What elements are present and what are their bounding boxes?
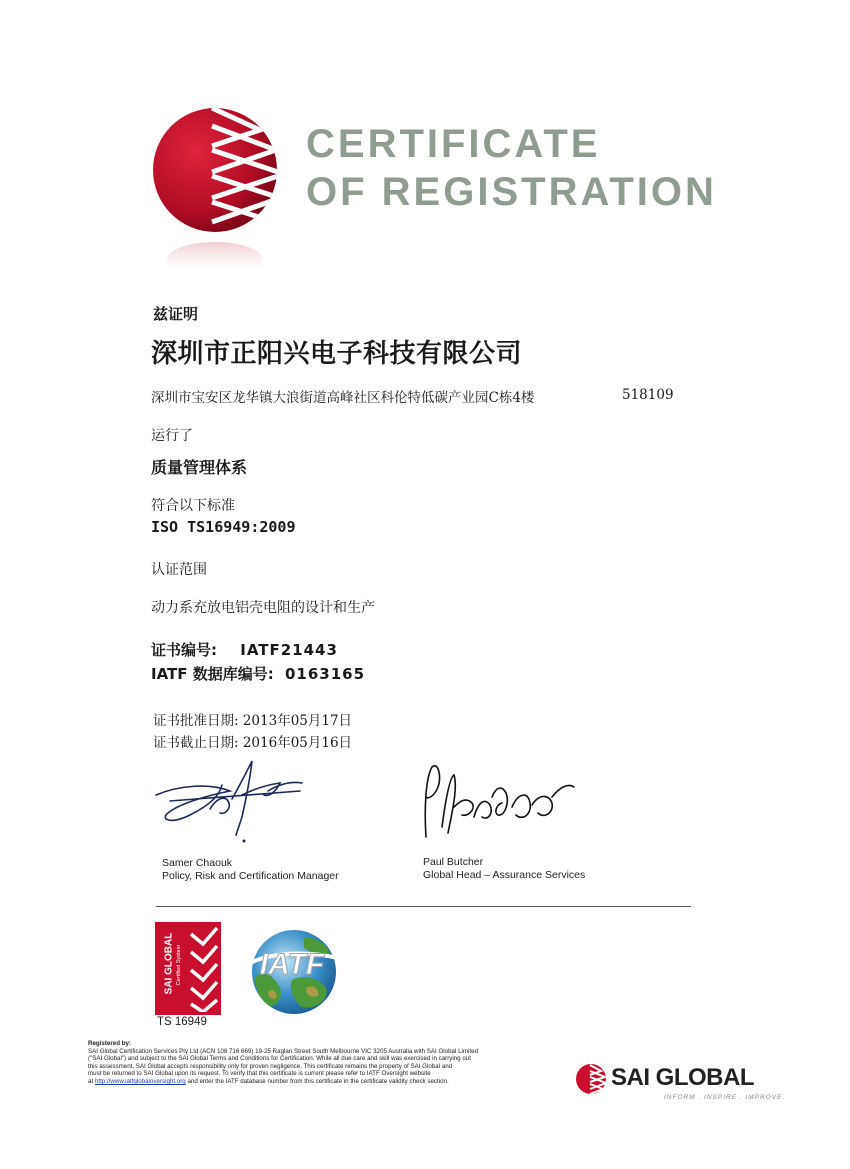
iatf-oversight-link[interactable]: http://www.iatfglobaloversight.org bbox=[94, 1077, 186, 1085]
footer-line-4: must be returned to SAI Global upon its request. To verify that this certificate is current please refer to IATF Oversight website bbox=[88, 1070, 431, 1078]
postcode: 518109 bbox=[622, 387, 674, 403]
expiry-date: 证书截止日期: 2016年05月16日 bbox=[153, 735, 353, 751]
certificate-number-label: 证书编号: bbox=[151, 641, 217, 659]
footer-line-2: ("SAI Global") and subject to the SAI Global Terms and Conditions for Certification. While all due care and skill was exercised in carrying out bbox=[88, 1055, 471, 1063]
footer-line-5-prefix: at bbox=[88, 1077, 94, 1085]
issue-date: 证书批准日期: 2013年05月17日 bbox=[153, 713, 353, 729]
ts-16949-label: TS 16949 bbox=[157, 1016, 207, 1028]
operates-label: 运行了 bbox=[151, 428, 193, 444]
certificate-title-line1: CERTIFICATE bbox=[306, 122, 601, 166]
sai-badge-checkmarks-icon bbox=[189, 926, 219, 1012]
management-system: 质量管理体系 bbox=[151, 458, 248, 477]
footer-legal bbox=[88, 1040, 478, 1086]
footer-line-5-suffix: and enter the IATF database number from this certificate in the certificate validity check section. bbox=[187, 1077, 449, 1085]
footer-line-5 bbox=[88, 1078, 478, 1086]
sai-global-tagline: INFORM . INSPIRE . IMPROVE. bbox=[664, 1094, 786, 1101]
footer-line-1: SAI Global Certification Services Pty Ltd (ACN 108 716 669) 19-25 Raglan Street South Melbourne VIC 3205 Australia with SAI Global Limited bbox=[88, 1047, 479, 1055]
sai-badge-subtext: Certified System bbox=[176, 944, 182, 986]
company-name: 深圳市正阳兴电子科技有限公司 bbox=[151, 339, 523, 369]
signatory-1 bbox=[162, 857, 339, 883]
signatory-2-name: Paul Butcher bbox=[423, 856, 484, 868]
signature-paul-butcher bbox=[418, 757, 578, 847]
conforms-label: 符合以下标准 bbox=[151, 498, 235, 514]
iatf-database-number: 0163165 bbox=[284, 665, 366, 683]
signature-samer-chaouk bbox=[150, 755, 310, 845]
iatf-logo-text: IATF bbox=[259, 948, 325, 981]
certificate-title-line2: OF REGISTRATION bbox=[306, 170, 717, 214]
sai-badge-text: SAI GLOBAL bbox=[163, 932, 175, 995]
standard: ISO TS16949:2009 bbox=[151, 518, 296, 536]
sai-global-small-sphere-icon bbox=[575, 1063, 607, 1095]
signatory-2-title: Global Head – Assurance Services bbox=[423, 869, 586, 881]
iatf-database-label: IATF 数据库编号: bbox=[151, 665, 274, 683]
iatf-database-row bbox=[151, 663, 365, 684]
company-address: 深圳市宝安区龙华镇大浪街道高峰社区科伦特低碳产业园C栋4楼 bbox=[151, 390, 535, 406]
registered-by-label: Registered by: bbox=[88, 1040, 131, 1047]
divider-line bbox=[156, 906, 691, 907]
iatf-globe-logo bbox=[234, 918, 352, 1018]
footer-line-3: this assessment, SAI Global accepts responsibility only for proven negligence. This certificate remains the property of SAI Global and bbox=[88, 1062, 453, 1070]
certificate-number-row bbox=[151, 639, 338, 660]
scope-label: 认证范围 bbox=[151, 562, 207, 578]
scope: 动力系充放电铝壳电阻的设计和生产 bbox=[151, 600, 375, 616]
sai-global-wordmark: SAI GLOBAL bbox=[611, 1064, 754, 1091]
signatory-2 bbox=[423, 856, 585, 882]
signatory-1-title: Policy, Risk and Certification Manager bbox=[162, 870, 339, 882]
intro-text: 兹证明 bbox=[153, 305, 199, 323]
signatory-1-name: Samer Chaouk bbox=[162, 857, 233, 869]
certificate-number: IATF21443 bbox=[240, 641, 338, 659]
sai-certified-badge bbox=[155, 922, 221, 1015]
sai-global-sphere-logo bbox=[150, 100, 290, 285]
